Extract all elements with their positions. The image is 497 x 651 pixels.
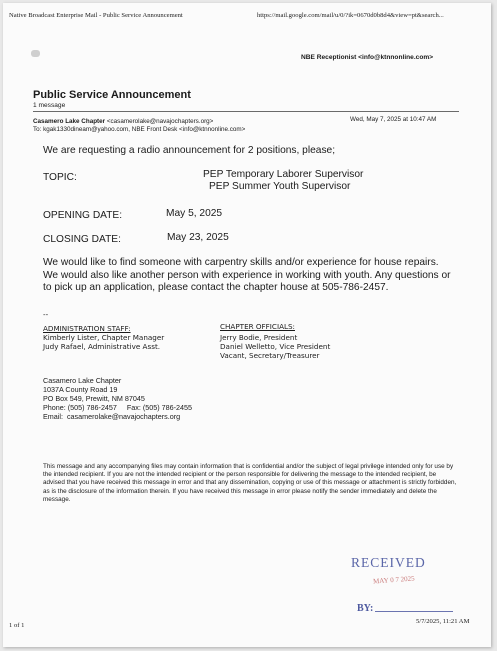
intro-text: We are requesting a radio announcement for 2 positions, please; — [43, 145, 336, 156]
official-member: Jerry Bodie, President — [220, 333, 298, 342]
address-line: PO Box 549, Prewitt, NM 87045 — [43, 394, 145, 403]
email-subject: Public Service Announcement — [33, 89, 191, 101]
staff-member: Judy Rafael, Administrative Asst. — [43, 342, 161, 351]
received-stamp: RECEIVED — [351, 555, 426, 570]
received-stamp-by: BY: — [357, 603, 374, 614]
official-member: Daniel Welletto, Vice President — [220, 342, 331, 351]
official-member: Vacant, Secretary/Treasurer — [220, 351, 320, 360]
email-line: Email: casamerolake@navajochapters.org — [43, 412, 181, 421]
address-line: 1037A County Road 19 — [43, 385, 118, 394]
address-line: Casamero Lake Chapter — [43, 376, 122, 385]
received-stamp-date: MAY 0 7 2025 — [372, 574, 415, 586]
print-header-title: Native Broadcast Enterprise Mail - Public Service Announcement — [9, 12, 183, 19]
print-header-url: https://mail.google.com/mail/u/0/?ik=0670d0b8d4&view=pt&search... — [257, 12, 444, 19]
page-number: 1 of 1 — [9, 622, 25, 629]
message-count: 1 message — [33, 102, 66, 109]
opening-date-value: May 5, 2025 — [166, 208, 223, 219]
header-divider — [33, 111, 459, 112]
body-paragraph: We would like to find someone with carpentry skills and/or experience for house repairs. We would also like another person with experience in working with youth. Any questions or to pick up an application, please contact the chapter house at 505-786-2457. — [43, 257, 451, 294]
opening-date-label: OPENING DATE: — [43, 210, 123, 221]
closing-date-label: CLOSING DATE: — [43, 234, 121, 245]
printed-email-page — [3, 3, 491, 647]
phone-fax-line: Phone: (505) 786-2457 Fax: (505) 786-2455 — [43, 403, 193, 412]
topic-label: TOPIC: — [43, 172, 77, 183]
closing-date-value: May 23, 2025 — [167, 232, 229, 243]
officials-heading: CHAPTER OFFICIALS: — [220, 322, 295, 331]
account-recipient: NBE Receptionist <info@ktnnonline.com> — [301, 54, 434, 61]
staff-heading: ADMINISTRATION STAFF: — [43, 324, 131, 333]
staff-member: Kimberly Lister, Chapter Manager — [43, 333, 165, 342]
signature-separator: -- — [43, 310, 49, 319]
confidentiality-disclaimer: This message and any accompanying files may contain information that is confidential and/or the subject of legal privilege intended only for use by the intended recipient. If you are not the intended recipient or the person responsible for delivering the message to the intended recipient, be advised that you have received this message in error and that any dissemination, copying or use of this message or attachment is strictly forbidden, as is the disclosure of the information therein. If you have received this message in error please notify the sender immediately and delete the message. — [43, 463, 457, 503]
stamp-signature-line — [375, 611, 453, 612]
recipients-line: To: kgak1330dineam@yahoo.com, NBE Front Desk <info@ktnnonline.com> — [33, 126, 246, 133]
sender-line — [33, 118, 213, 125]
mail-logo-icon — [31, 50, 40, 57]
print-timestamp: 5/7/2025, 11:21 AM — [416, 618, 470, 625]
topic-position-1: PEP Temporary Laborer Supervisor — [203, 169, 364, 180]
email-date: Wed, May 7, 2025 at 10:47 AM — [350, 116, 437, 123]
sender-name: Casamero Lake Chapter — [33, 118, 106, 125]
topic-position-2: PEP Summer Youth Supervisor — [209, 181, 351, 192]
sender-address: <casamerolake@navajochapters.org> — [106, 118, 214, 125]
